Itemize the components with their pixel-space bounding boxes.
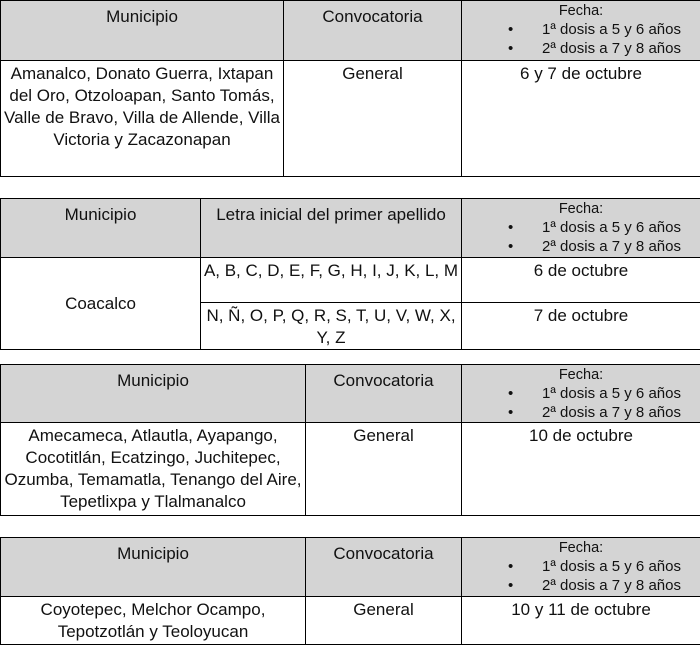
vaccination-table-2: [0, 198, 700, 350]
dose-item-1: • 1ª dosis a 5 y 6 años: [462, 218, 700, 237]
dose-list: [462, 218, 700, 256]
letras-cell: A, B, C, D, E, F, G, H, I, J, K, L, M: [201, 258, 462, 303]
fecha-cell: 10 y 11 de octubre: [462, 597, 700, 645]
fecha-cell: 10 de octubre: [462, 423, 700, 516]
municipios-cell: Amecameca, Atlautla, Ayapango, Cocotitlán, Ecatzingo, Juchitepec, Ozumba, Temamatla, Tenango del Aire, Tepetlixpa y Tlalmanalco: [1, 423, 306, 516]
dose-item-2: • 2ª dosis a 7 y 8 años: [462, 39, 700, 58]
dose-item-1: • 1ª dosis a 5 y 6 años: [462, 20, 700, 39]
header-municipio: Municipio: [1, 538, 306, 597]
header-convocatoria: Convocatoria: [284, 1, 462, 61]
dose-item-2: • 2ª dosis a 7 y 8 años: [462, 403, 700, 422]
dose-list: [462, 384, 700, 422]
dose-item-2: • 2ª dosis a 7 y 8 años: [462, 237, 700, 256]
header-fecha: Fecha: • 1ª dosis a 5 y 6 años • 2ª dosis a 7 y 8 años: [462, 1, 700, 61]
dose-item-1: • 1ª dosis a 5 y 6 años: [462, 557, 700, 576]
header-convocatoria: Convocatoria: [306, 538, 462, 597]
header-municipio: Municipio: [1, 365, 306, 423]
municipio-cell: Coacalco: [1, 258, 201, 350]
municipios-cell: Coyotepec, Melchor Ocampo, Tepotzotlán y Teoloyucan: [1, 597, 306, 645]
municipios-cell: Amanalco, Donato Guerra, Ixtapan del Oro, Otzoloapan, Santo Tomás, Valle de Bravo, Villa de Allende, Villa Victoria y Zacazonapan: [1, 61, 284, 177]
convocatoria-cell: General: [306, 423, 462, 516]
header-fecha: Fecha: • 1ª dosis a 5 y 6 años • 2ª dosis a 7 y 8 años: [462, 365, 700, 423]
convocatoria-cell: General: [306, 597, 462, 645]
dose-item-1: • 1ª dosis a 5 y 6 años: [462, 384, 700, 403]
vaccination-table-4: [0, 537, 700, 645]
letras-cell: N, Ñ, O, P, Q, R, S, T, U, V, W, X, Y, Z: [201, 303, 462, 350]
dose-item-2: • 2ª dosis a 7 y 8 años: [462, 576, 700, 595]
fecha-cell: 6 de octubre: [462, 258, 700, 303]
header-convocatoria: Convocatoria: [306, 365, 462, 423]
vaccination-table-3: [0, 364, 700, 516]
fecha-cell: 7 de octubre: [462, 303, 700, 350]
header-letra-inicial: Letra inicial del primer apellido: [201, 199, 462, 258]
convocatoria-cell: General: [284, 61, 462, 177]
dose-list: [462, 557, 700, 595]
fecha-cell: 6 y 7 de octubre: [462, 61, 700, 177]
vaccination-table-1: [0, 0, 700, 177]
header-fecha: Fecha: • 1ª dosis a 5 y 6 años • 2ª dosis a 7 y 8 años: [462, 538, 700, 597]
header-municipio: Municipio: [1, 1, 284, 61]
dose-list: [462, 20, 700, 58]
header-fecha: Fecha: • 1ª dosis a 5 y 6 años • 2ª dosis a 7 y 8 años: [462, 199, 700, 258]
header-municipio: Municipio: [1, 199, 201, 258]
